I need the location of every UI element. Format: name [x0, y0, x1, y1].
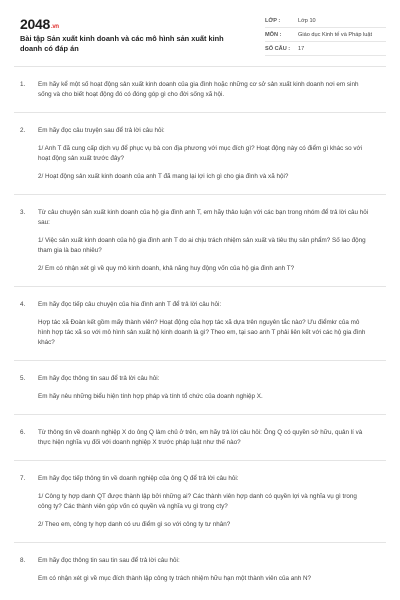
question-item	[14, 286, 386, 360]
question-body	[38, 80, 386, 100]
question-number: 1.	[20, 81, 26, 88]
meta-value: Lớp 10	[298, 17, 316, 24]
question-text: 2/ Hoạt động sản xuất kinh doanh của anh T đã mang lại lợi ích gì cho gia đình và xã hội?	[38, 173, 289, 180]
question-text: Em hãy kể một số hoạt động sản xuất kinh doanh của gia đình hoặc những cơ sở sản xuất kinh doanh nơi em sinh sống và cho biết hoạt động đó có đóng góp gì cho đời sống xã hội.	[38, 81, 359, 98]
question-number: 8.	[20, 557, 26, 564]
question-body	[38, 474, 386, 530]
question-number: 7.	[20, 475, 26, 482]
meta-label: MÔN :	[265, 31, 282, 38]
question-text: Em hãy đọc thông tin sau tin sau để trả lời câu hỏi:	[38, 557, 180, 564]
question-text: 1/ Anh T đã cung cấp dịch vụ để phục vụ bà con địa phương với mục đích gì? Hoạt động này có điểm gì khác so với hoạt động sản xuất trước đây?	[38, 145, 363, 162]
question-text: Em hãy đọc câu truyện sau để trả lời câu hỏi:	[38, 127, 165, 134]
question-body	[38, 126, 386, 182]
question-number: 5.	[20, 375, 26, 382]
document-header	[14, 14, 386, 64]
question-item	[14, 112, 386, 194]
document-title: Bài tập Sản xuất kinh doanh và các mô hình sản xuất kinh doanh có đáp án	[20, 34, 224, 53]
question-text: 2/ Em có nhận xét gì về quy mô kinh doanh, khả năng huy động vốn của hộ gia đình anh T?	[38, 265, 295, 272]
question-text: 1/ Công ty hợp danh QT được thành lập bởi những ai? Các thành viên hợp danh có quyền lợi và nghĩa vụ gì trong công ty? Các thành viên góp vốn có quyền và nghĩa vụ gì trong cty?	[38, 493, 357, 510]
logo-text: 2048	[20, 16, 50, 32]
question-body	[38, 300, 386, 348]
question-body	[38, 208, 386, 274]
document-meta	[265, 14, 386, 56]
question-text: Từ câu chuyện sản xuất kinh doanh của hộ gia đình anh T, em hãy thảo luận với các bạn trong nhóm để trả lời câu hỏi sau:	[38, 209, 369, 226]
question-number: 4.	[20, 301, 26, 308]
question-item	[14, 460, 386, 542]
question-item	[14, 194, 386, 286]
site-logo[interactable]	[20, 16, 59, 32]
question-text: Hợp tác xã Đoàn kết gồm mấy thành viên? Hoạt động của hợp tác xã dựa trên nguyên tắc nào? Ưu điểmkr của mô hình hợp tác xã so với mô hình sản xuất hộ kinh doanh là gì? Theo em, tại sao anh T phải liên kết với các hộ gia đình khác?	[38, 319, 366, 346]
meta-value: 17	[298, 45, 305, 52]
question-item	[14, 360, 386, 414]
meta-label: LỚP :	[265, 17, 281, 24]
question-text: 1/ Việc sản xuất kinh doanh của hộ gia đình anh T do ai chịu trách nhiệm sản xuất và tiêu thụ sản phẩm? Số lao động tham gia là bao nhiêu?	[38, 237, 366, 254]
meta-row-class	[265, 14, 386, 28]
question-item	[14, 66, 386, 112]
question-item	[14, 542, 386, 596]
question-text: Từ thông tin về doanh nghiệp X do ông Q làm chủ ở trên, em hãy trả lời câu hỏi: Ông Q có quyền sở hữu, quản lí và thực hiện nghĩa vụ đối với doanh nghiệp X trước pháp luật như thế nào?	[38, 429, 363, 446]
question-text: 2/ Theo em, công ty hợp danh có ưu điểm gì so với công ty tư nhân?	[38, 521, 231, 528]
question-number: 6.	[20, 429, 26, 436]
meta-value: Giáo dục Kinh tế và Pháp luật	[298, 31, 373, 38]
logo-suffix: .vn	[50, 24, 59, 30]
question-body	[38, 556, 386, 584]
meta-row-subject	[265, 28, 386, 42]
meta-label: SỐ CÂU :	[265, 45, 291, 52]
question-item	[14, 414, 386, 460]
question-number: 2.	[20, 127, 26, 134]
question-text: Em có nhận xét gì về mục đích thành lập công ty trách nhiệm hữu hạn một thành viên của anh N?	[38, 575, 312, 582]
question-text: Em hãy đọc tiếp thông tin về doanh nghiệp của ông Q để trả lời câu hỏi:	[38, 475, 239, 482]
question-text: Em hãy đọc thông tin sau để trả lời câu hỏi:	[38, 375, 160, 382]
meta-row-count	[265, 42, 386, 56]
question-body	[38, 428, 386, 448]
question-number: 3.	[20, 209, 26, 216]
question-text: Em hãy đọc tiếp câu chuyện của hia đình anh T để trả lời câu hỏi:	[38, 301, 222, 308]
question-body	[38, 374, 386, 402]
question-text: Em hãy nêu những biểu hiện tính hợp pháp và tính tổ chức của doanh nghiệp X.	[38, 393, 263, 400]
question-list	[14, 66, 386, 596]
